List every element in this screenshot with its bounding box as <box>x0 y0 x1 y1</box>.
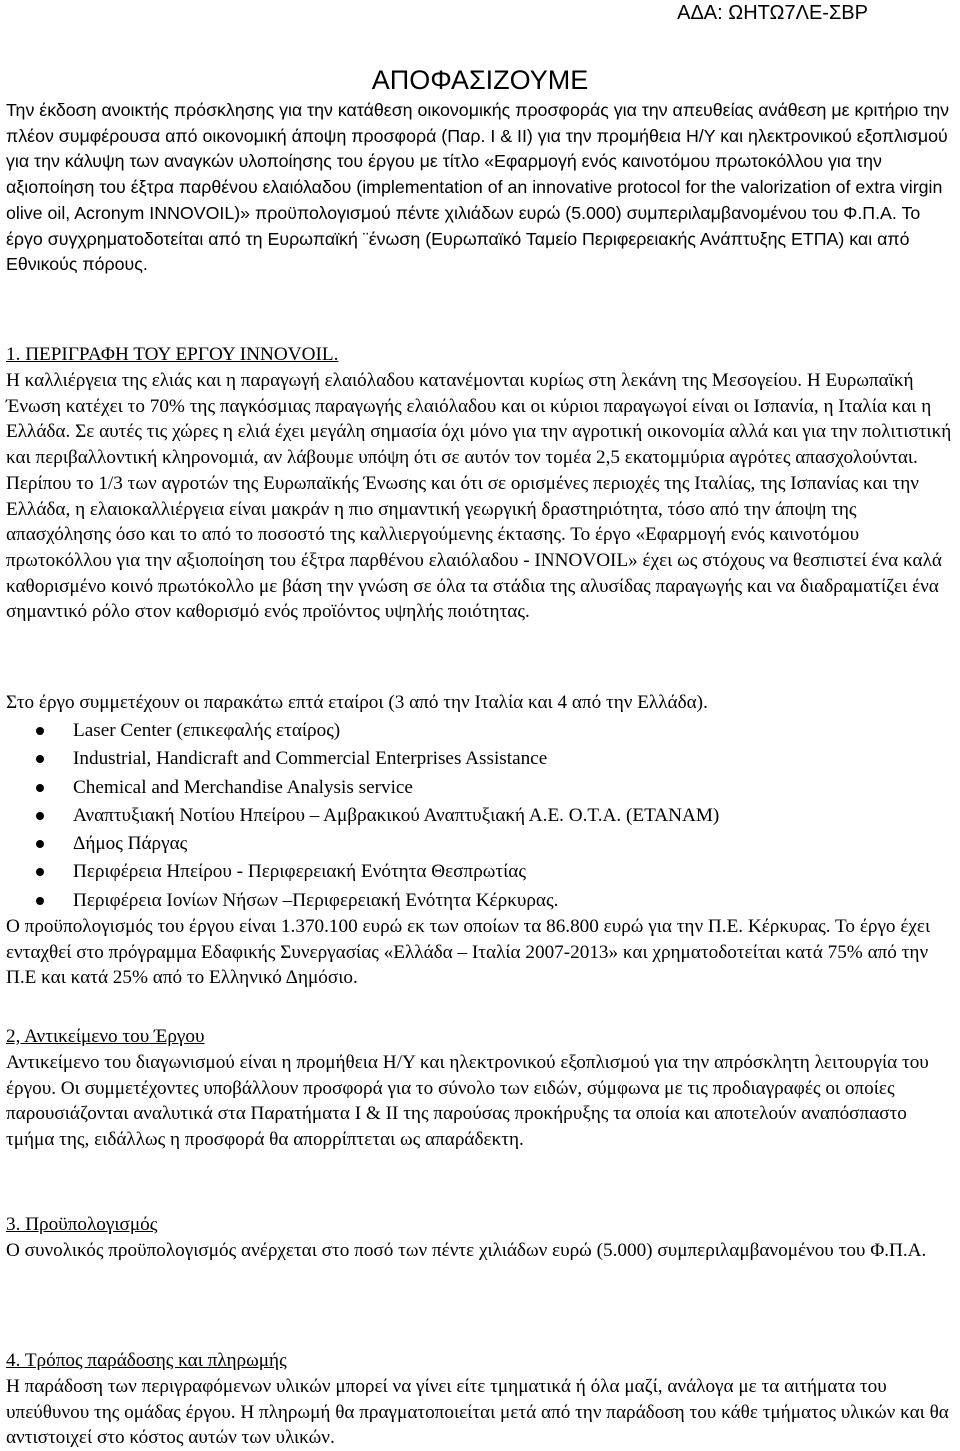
section-1-heading: 1. ΠΕΡΙΓΡΑΦΗ ΤΟΥ ΕΡΓΟΥ INNOVOIL. <box>6 344 339 365</box>
partners-list <box>0 717 950 915</box>
list-item: Chemical and Merchandise Analysis service <box>0 774 950 802</box>
list-item: Αναπτυξιακή Νοτίου Ηπείρου – Αμβρακικού Αναπτυξιακή Α.Ε. Ο.Τ.Α. (ΕΤΑΝΑΜ) <box>0 802 950 830</box>
list-item: Δήμος Πάργας <box>0 830 950 858</box>
partners-intro: Στο έργο συμμετέχουν οι παρακάτω επτά εταίροι (3 από την Ιταλία και 4 από την Ελλάδα). <box>6 692 708 713</box>
ada-code: ΑΔΑ: ΩΗΤΩ7ΛΕ-ΣΒΡ <box>677 2 868 24</box>
list-item: Laser Center (επικεφαλής εταίρος) <box>0 717 950 745</box>
section-2-heading: 2, Αντικείμενο του Έργου <box>6 1026 205 1047</box>
section-4-body: Η παράδοση των περιγραφόμενων υλικών μπορεί να γίνει είτε τμηματικά ή όλα μαζί, ανάλογα με τα αιτήματα του υπεύθυνου της ομάδας έργου. Η πληρωμή θα πραγματοποιείται μετά από την παράδοση του κάθε τμήματος υλικών και θα αντιστοιχεί στο κόστος αυτών των υλικών. <box>6 1376 949 1449</box>
intro-paragraph: Την έκδοση ανοικτής πρόσκλησης για την κατάθεση οικονομικής προσφοράς για την απευθείας ανάθεση με κριτήριο την πλέον συμφέρουσα από οικονομική άποψη προσφορά (Παρ. I & II) για την προμήθεια Η/Υ και ηλεκτρονικού εξοπλισμού για την κάλυψη των αναγκών υλοποίησης του έργου με τίτλο «Εφαρμογή ενός καινοτόμου πρωτοκόλλου για την αξιοποίηση του έξτρα παρθένου ελαιόλαδου (implementation of an innovative protocol for the valorization of extra virgin olive oil, Acronym INNOVOIL)» προϋπολογισμού πέντε χιλιάδων ευρώ (5.000) συμπεριλαμβανομένου του Φ.Π.Α. Το έργο συγχρηματοδοτείται από τη Ευρωπαϊκή ¨ένωση (Ευρωπαϊκό Ταμείο Περιφερειακής Ανάπτυξης ΕΤΠΑ) και από Εθνικούς πόρους. <box>6 100 950 275</box>
section-4-heading: 4. Τρόπος παράδοσης και πληρωμής <box>6 1350 287 1371</box>
list-item: Περιφέρεια Ηπείρου - Περιφερειακή Ενότητα Θεσπρωτίας <box>0 858 950 886</box>
section-2-body: Αντικείμενο του διαγωνισμού είναι η προμήθεια Η/Υ και ηλεκτρονικού εξοπλισμού για την απρόσκλητη λειτουργία του έργου. Οι συμμετέχοντες υποβάλλουν προσφορά για το σύνολο των ειδών, σύμφωνα με τις προδιαγραφές οι οποίες παρουσιάζονται αναλυτικά στα Παρατήματα Ι & ΙΙ της παρούσας προκήρυξης τα οποία και αποτελούν αναπόσπαστο τμήμα της, ειδάλλως η προσφορά θα απορρίπτεται ως απαράδεκτη. <box>6 1052 929 1151</box>
budget-paragraph: Ο προϋπολογισμός του έργου είναι 1.370.100 ευρώ εκ των οποίων τα 86.800 ευρώ για την Π.Ε. Κέρκυρας. Το έργο έχει ενταχθεί στο πρόγραμμα Εδαφικής Συνεργασίας «Ελλάδα – Ιταλία 2007-2013» και χρηματοδοτείται κατά 75% από την Π.Ε και κατά 25% από το Ελληνικό Δημόσιο. <box>6 916 931 989</box>
list-item: Περιφέρεια Ιονίων Νήσων –Περιφερειακή Ενότητα Κέρκυρας. <box>0 887 950 915</box>
section-1-body: Η καλλιέργεια της ελιάς και η παραγωγή ελαιόλαδου κατανέμονται κυρίως στη λεκάνη της Μεσογείου. Η Ευρωπαϊκή Ένωση κατέχει το 70% της παγκόσμιας παραγωγής ελαιόλαδου και οι κύριοι παραγωγοί είναι οι Ισπανία, η Ιταλία και η Ελλάδα. Σε αυτές τις χώρες η ελιά έχει μεγάλη σημασία όχι μόνο για την αγροτική οικονομία αλλά και για την πολιτιστική και περιβαλλοντική κληρονομιά, αν λάβουμε υπόψη ότι σε αυτόν τον τομέα 2,5 εκατομμύρια αγρότες απασχολούνται. Περίπου το 1/3 των αγροτών της Ευρωπαϊκής Ένωσης και ότι σε ορισμένες περιοχές της Ιταλίας, της Ισπανίας και την Ελλάδα, η ελαιοκαλλιέργεια είναι μακράν η πιο σημαντική γεωργική δραστηριότητα, τόσο από την άποψη της απασχόλησης όσο και το από το ποσοστό της καλλιεργούμενης έκτασης. Το έργο «Εφαρμογή ενός καινοτόμου πρωτοκόλλου για την αξιοποίηση του έξτρα παρθένου ελαιόλαδου - INNOVOIL» έχει ως στόχους να θεσπιστεί ένα καλά καθορισμένο κοινό πρωτόκολλο με βάση την γνώση σε όλα τα στάδια της αλυσίδας παραγωγής και να διαδραματίζει ένα σημαντικό ρόλο στον καθορισμό ενός προϊόντος υψηλής ποιότητας. <box>6 370 952 623</box>
decision-heading: ΑΠΟΦΑΣΙΖΟΥΜΕ <box>371 65 589 95</box>
list-item: Industrial, Handicraft and Commercial Enterprises Assistance <box>0 745 950 773</box>
section-3-heading: 3. Προϋπολογισμός <box>6 1214 158 1235</box>
section-3-body: Ο συνολικός προϋπολογισμός ανέρχεται στο ποσό των πέντε χιλιάδων ευρώ (5.000) συμπεριλαμβανομένου του Φ.Π.Α. <box>6 1240 927 1261</box>
